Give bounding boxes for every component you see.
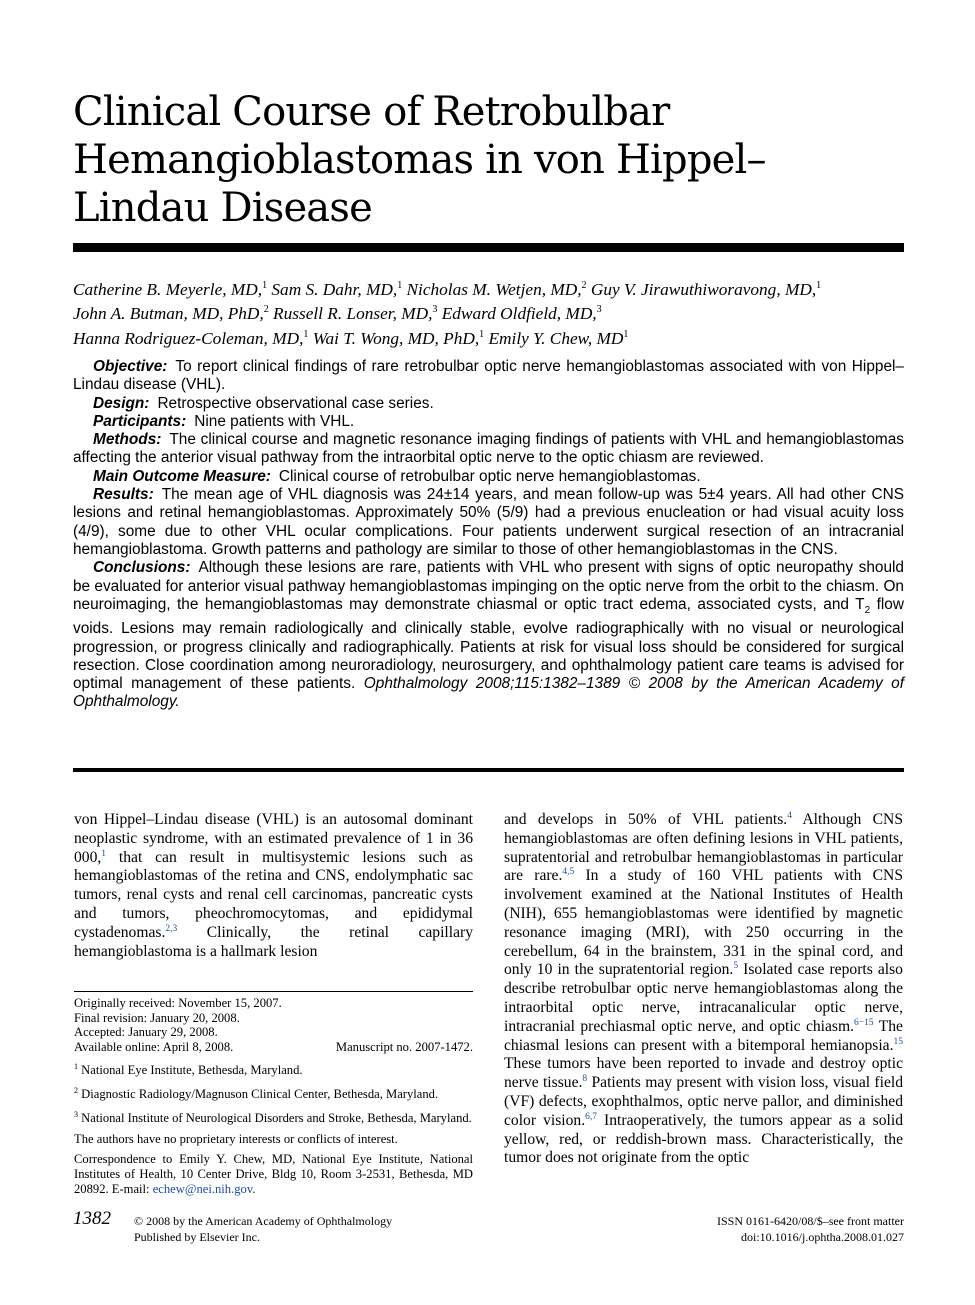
reference-link[interactable]: 8 (582, 1073, 588, 1084)
intro-paragraph: von Hippel–Lindau disease (VHL) is an autosomal dominant neoplastic syndrome, with an estimated prevalence of 1 in 36 000,$^1$ that can result in multisystemic lesions such as hemangioblastomas of the retina and CNS, endolymphatic sac tumors, renal cysts and renal cell carcinomas, pancreatic cysts and tumors, pheochromocytomas, and epididymal cystadenomas.$^{2,3}$ Clinically, the retinal capillary hemangioblastoma is a hallmark lesion (74, 811, 473, 960)
abstract-results: Results: The mean age of VHL diagnosis was 24±14 years, and mean follow-up was 5±4 years. All had other CNS lesions and retinal hemangioblastomas. Approximately 50% (5/9) had a previous enucleation or had visual acuity loss (4/9), some due to other VHL ocular complications. Four patients underwent surgical resection of an intracranial hemangioblastoma. Growth patterns and pathology are similar to those of other hemangioblastomas in the CNS. (73, 486, 904, 558)
accepted-date: Accepted: January 29, 2008. (74, 1025, 218, 1040)
body-text: Intraoperatively, the tumors appear as a solid yellow, red, or reddish-brown mass. Characteristically, the tumor does not originate from the optic (504, 1111, 903, 1167)
abstract-conclusions: Conclusions: Although these lesions are rare, patients with VHL who present with signs of optic neuropathy should be evaluated for anterior visual pathway hemangioblastomas impinging on the optic nerve from the orbit to the chiasm. On neuroimaging, the hemangioblastomas may demonstrate chiasmal or optic tract edema, associated cysts, and $T_2$ flow voids. Lesions may remain radiologically and clinically stable, evolve radiographically with no visual or neurological progression, or progress clinically and radiographically. Patients at risk for visual loss should be considered for surgical resection. Close coordination among neuroradiology, neurosurgery, and ophthalmology patient care teams is advised for optimal management of these patients. Ophthalmology 2008;115:1382–1389 © 2008 by the American Academy of Ophthalmology. (73, 559, 905, 711)
body-text: The chiasmal lesions can present with a bitemporal hemianopsia. (504, 1017, 903, 1054)
abstract-rule (73, 768, 904, 772)
citation: Ophthalmology 2008;115:1382–1389 © 2008 by the American Academy of Ophthalmology. (73, 675, 905, 711)
body-paragraph (504, 811, 903, 1168)
author-list: Catherine B. Meyerle, MD,$^1$ Sam S. Dahr, MD,$^1$ Nicholas M. Wetjen, MD,$^2$ Guy V. Jirawuthiworavong, MD,$^1$ John A. Butman, MD, PhD,$^2$ Russell R. Lonser, MD,$^3$ Edward Oldfield, MD,$^3$ Hanna Rodriguez-Coleman, MD,$^1$ Wai T. Wong, MD, PhD,$^1$ Emily Y. Chew, $MD^1$ (73, 279, 822, 348)
author: Emily Y. Chew, MD (488, 328, 624, 348)
conflict-statement: The authors have no proprietary interests or conflicts of interest. (74, 1131, 398, 1146)
body-text: Although CNS hemangioblastomas are often defining lesions in VHL patients, supratentorial and retrobulbar hemangioblastomas in particular are rare. (504, 811, 903, 885)
abstract-design: Design: Retrospective observational case series. (93, 394, 434, 412)
affiliation-3: $^3$ National Institute of Neurological Disorders and Stroke, Bethesda, Maryland. (74, 1109, 472, 1126)
email-link[interactable]: echew@nei.nih.gov (152, 1181, 253, 1196)
author: Russell R. Lonser, MD, (273, 304, 433, 324)
footer-identifiers (717, 1213, 904, 1245)
page-number: 1382 (73, 1208, 111, 1229)
title-rule (73, 243, 904, 252)
reference-link[interactable]: 6,7 (585, 1111, 597, 1122)
body-text: These tumors have been reported to invade and destroy optic nerve tissue. (504, 1055, 903, 1092)
body-text: In a study of 160 VHL patients with CNS involvement examined at the National Institutes of Health (NIH), 655 hemangioblastomas were identified by magnetic resonance imaging (MRI), with 250 occurring in the cerebellum, 64 in the brainstem, 331 in the spinal cord, and only 10 in the supratentorial region. (504, 867, 903, 979)
reference-link[interactable]: 1 (101, 848, 107, 859)
footnote-rule (74, 991, 473, 992)
affiliation-2: $^2$ Diagnostic Radiology/Magnuson Clinical Center, Bethesda, Maryland. (74, 1086, 439, 1102)
footnotes (74, 996, 473, 1196)
doi: doi:10.1016/j.ophtha.2008.01.027 (741, 1230, 904, 1244)
abstract-outcome: Main Outcome Measure: Clinical course of retrobulbar optic nerve hemangioblastomas. (93, 467, 701, 485)
abstract-methods: Methods: The clinical course and magnetic resonance imaging findings of patients with VHL and hemangioblastomas affecting the anterior visual pathway from the intraorbital optic nerve to the optic chiasm are reviewed. (73, 431, 904, 467)
revision-date: Final revision: January 20, 2008. (74, 1010, 240, 1025)
reference-link[interactable]: 6−15 (854, 1017, 874, 1028)
manuscript-number: Manuscript no. 2007-1472. (335, 1039, 473, 1054)
body-column-left (74, 811, 473, 961)
article-title: Clinical Course of Retrobulbar Hemangioblastomas in von Hippel–Lindau Disease (73, 89, 766, 231)
online-date-row: Available online: April 8, 2008. Manuscript no. 2007-1472. (74, 1039, 473, 1054)
author: Catherine B. Meyerle, MD, (73, 279, 263, 299)
body-text: Isolated case reports also describe retrobulbar optic nerve hemangioblastomas along the intraorbital optic nerve, intracanalicular optic nerve, intracranial prechiasmal optic nerve, and optic chiasm. (504, 961, 903, 1035)
affiliation-1: $^1$ National Eye Institute, Bethesda, Maryland. (74, 1062, 303, 1078)
author: Sam S. Dahr, MD, (271, 279, 398, 299)
reference-link[interactable]: 15 (893, 1036, 903, 1047)
abstract-objective: Objective: To report clinical findings of rare retrobulbar optic nerve hemangioblastomas associated with von Hippel–Lindau disease (VHL). (73, 358, 904, 394)
reference-link[interactable]: 4,5 (562, 867, 575, 878)
author: Hanna Rodriguez-Coleman, MD, (73, 328, 304, 348)
reference-link[interactable]: 2,3 (165, 923, 178, 934)
reference-link[interactable]: 5 (733, 961, 739, 972)
author: John A. Butman, MD, PhD, (73, 304, 264, 324)
issn: ISSN 0161-6420/08/$–see front matter (717, 1214, 904, 1228)
body-column-right (504, 811, 903, 1168)
reference-link[interactable]: 4 (787, 810, 792, 821)
correspondence: Correspondence to Emily Y. Chew, MD, National Eye Institute, National Institutes of Health, 10 Center Drive, Bldg 10, Room 3-2531, Bethesda, MD 20892. E-mail: echew@nei.nih.gov. (74, 1152, 473, 1196)
body-text: Patients may present with vision loss, visual field (VF) defects, exophthalmos, optic nerve pallor, and diminished color vision. (504, 1074, 904, 1129)
author: Guy V. Jirawuthiworavong, MD, (590, 279, 817, 299)
body-text: and develops in 50% of VHL patients. (504, 811, 788, 828)
abstract (73, 358, 904, 712)
author: Nicholas M. Wetjen, MD, (406, 279, 582, 299)
author: Wai T. Wong, MD, PhD, (312, 328, 480, 348)
footer-copyright: © 2008 by the American Academy of Ophthalmology Published by Elsevier Inc. (134, 1214, 393, 1244)
received-date: Originally received: November 15, 2007. (74, 996, 282, 1010)
author: Edward Oldfield, MD, (441, 304, 597, 324)
abstract-participants: Participants: Nine patients with VHL. (93, 412, 355, 430)
